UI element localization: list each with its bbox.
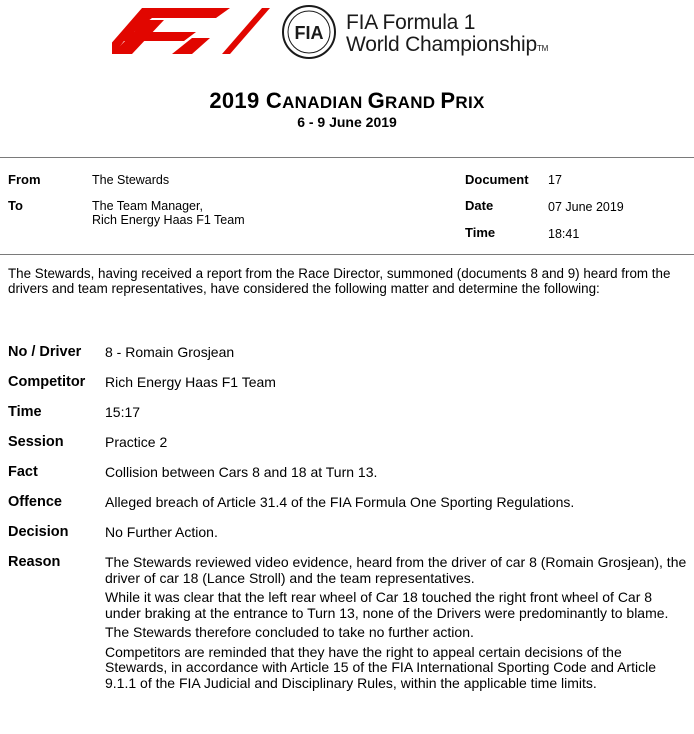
session-label: Session: [8, 434, 64, 450]
reason-paragraph: The Stewards therefore concluded to take no further action.: [105, 624, 474, 640]
date-label: Date: [465, 198, 494, 213]
reason-value: [105, 555, 687, 695]
f1-logo: [112, 8, 270, 54]
incident-time-value: 15:17: [105, 404, 141, 420]
offence-value: Alleged breach of Article 31.4 of the FIA Formula One Sporting Regulations.: [105, 494, 575, 510]
offence-label: Offence: [8, 494, 62, 510]
document-value: 17: [548, 173, 562, 187]
to-label: To: [8, 198, 23, 213]
competitor-value: Rich Energy Haas F1 Team: [105, 374, 276, 390]
decision-label: Decision: [8, 524, 69, 540]
event-title: 2019 CANADIAN GRAND PRIX: [209, 88, 485, 113]
intro-paragraph: The Stewards, having received a report from the Race Director, summoned (documents 8 and 9) heard from the drivers and team representatives, have considered the following matter and determine the following:: [8, 266, 671, 296]
time-label: Time: [465, 225, 496, 240]
fact-value: Collision between Cars 8 and 18 at Turn 13.: [105, 464, 378, 480]
to-value: The Team Manager, Rich Energy Haas F1 Team: [92, 199, 245, 227]
session-value: Practice 2: [105, 434, 168, 450]
fia-badge-icon: [274, 4, 344, 60]
document-label: Document: [465, 172, 529, 187]
svg-text:FIA: FIA: [294, 23, 324, 43]
reason-paragraph: The Stewards reviewed video evidence, heard from the driver of car 8 (Romain Grosjean), the driver of car 18 (Lance Stroll) and the team representatives.: [105, 554, 687, 586]
header-divider-bottom: [0, 254, 694, 255]
header-logos: [112, 4, 592, 60]
date-value: 07 June 2019: [548, 200, 624, 214]
time-value: 18:41: [548, 227, 580, 241]
competitor-label: Competitor: [8, 374, 86, 390]
fact-label: Fact: [8, 464, 38, 480]
from-label: From: [8, 172, 41, 187]
wordmark-tm: TM: [536, 44, 549, 53]
driver-value: 8 - Romain Grosjean: [105, 344, 235, 360]
wordmark-line2: World Championship: [346, 33, 537, 56]
incident-time-label: Time: [8, 404, 42, 420]
header-divider-top: [0, 157, 694, 158]
wordmark-line1: FIA Formula 1: [346, 11, 476, 34]
from-value: The Stewards: [92, 173, 170, 187]
event-dates: 6 - 9 June 2019: [297, 114, 397, 130]
reason-paragraph: Competitors are reminded that they have the right to appeal certain decisions of the Stewards, in accordance with Article 15 of the FIA International Sporting Code and Article 9.1.1 of the FIA Judicial and Disciplinary Rules, within the applicable time limits.: [105, 643, 656, 691]
driver-label: No / Driver: [8, 344, 82, 360]
reason-label: Reason: [8, 554, 61, 570]
reason-paragraph: While it was clear that the left rear wheel of Car 18 touched the right front wheel of Car 8 under braking at the entrance to Turn 13, none of the Drivers were predominantly to blame.: [105, 589, 669, 621]
fia-wordmark: [346, 12, 548, 60]
decision-value: No Further Action.: [105, 524, 218, 540]
